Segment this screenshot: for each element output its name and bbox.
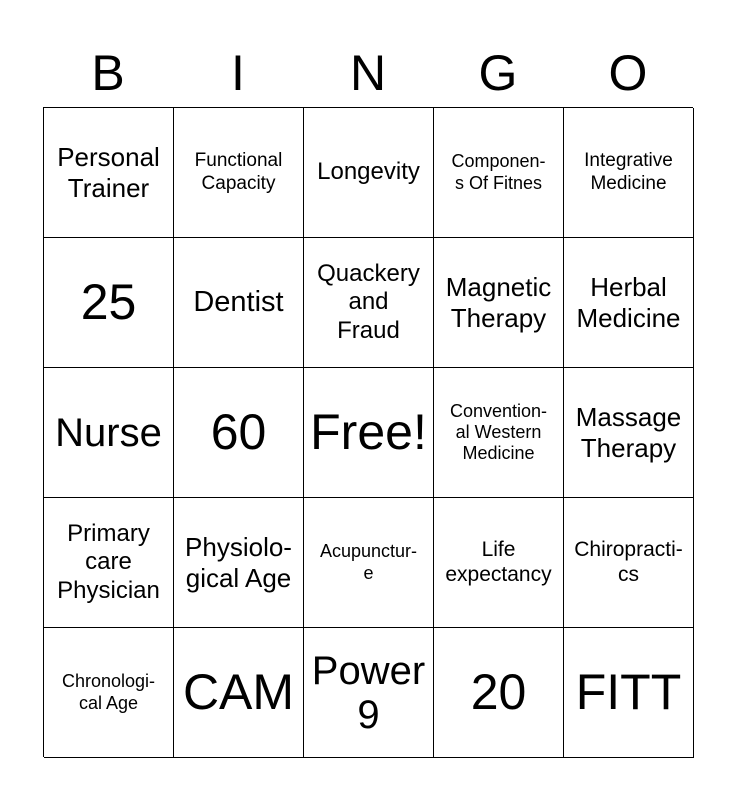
header-letter-g: G [478, 45, 518, 101]
cell-text: Componen- s Of Fitnes [451, 151, 546, 193]
cell-text: 25 [80, 274, 137, 330]
bingo-cell[interactable] [564, 368, 694, 498]
bingo-cell[interactable] [564, 108, 694, 238]
cell-text: Chronologi- cal Age [61, 671, 156, 713]
bingo-cell[interactable] [564, 238, 694, 368]
cell-text: Nurse [55, 410, 162, 455]
free-space-label: Free! [310, 404, 427, 460]
cell-text: Dentist [193, 286, 284, 319]
cell-text: Life expectancy [445, 537, 552, 586]
header-letter-n: N [349, 45, 387, 101]
cell-text: Primary care Physician [57, 520, 160, 604]
bingo-cell[interactable] [44, 368, 174, 498]
cell-text: Power 9 [311, 648, 426, 737]
bingo-cell[interactable] [174, 108, 304, 238]
bingo-cell[interactable] [564, 498, 694, 628]
cell-text: CAM [182, 664, 295, 720]
bingo-cell[interactable] [304, 108, 434, 238]
bingo-cell[interactable] [44, 238, 174, 368]
bingo-cell[interactable] [304, 238, 434, 368]
bingo-cell[interactable] [304, 628, 434, 758]
cell-text: 60 [210, 404, 267, 460]
cell-text: Longevity [317, 158, 420, 186]
cell-text: 20 [470, 664, 527, 720]
bingo-cell[interactable] [434, 238, 564, 368]
cell-text: Chiropracti- cs [574, 537, 683, 586]
bingo-cell[interactable] [174, 498, 304, 628]
header-letter-b: B [91, 45, 125, 101]
cell-text: Convention- al Western Medicine [449, 400, 548, 464]
cell-text: Quackery and Fraud [317, 260, 420, 344]
free-space[interactable] [304, 368, 434, 498]
cell-text: Personal Trainer [57, 141, 160, 203]
bingo-cell[interactable] [44, 628, 174, 758]
header-letter-o: O [608, 45, 648, 101]
cell-text: Integrative Medicine [584, 150, 673, 194]
bingo-cell[interactable] [174, 368, 304, 498]
bingo-board [43, 107, 693, 757]
bingo-cell[interactable] [434, 368, 564, 498]
bingo-cell[interactable] [44, 498, 174, 628]
bingo-cell[interactable] [434, 498, 564, 628]
cell-text: FITT [575, 664, 682, 720]
cell-text: Acupunctur- e [319, 541, 418, 583]
bingo-header [43, 42, 693, 104]
cell-text: Functional Capacity [194, 150, 283, 194]
cell-text: Physiolo- gical Age [185, 531, 292, 593]
bingo-cell[interactable] [44, 108, 174, 238]
cell-text: Magnetic Therapy [445, 271, 552, 333]
bingo-cell[interactable] [434, 628, 564, 758]
cell-text: Herbal Medicine [576, 271, 681, 333]
bingo-cell[interactable] [304, 498, 434, 628]
bingo-cell[interactable] [174, 628, 304, 758]
cell-text: Massage Therapy [575, 401, 682, 463]
bingo-cell[interactable] [174, 238, 304, 368]
header-letter-i: I [231, 45, 245, 101]
bingo-cell[interactable] [564, 628, 694, 758]
bingo-cell[interactable] [434, 108, 564, 238]
